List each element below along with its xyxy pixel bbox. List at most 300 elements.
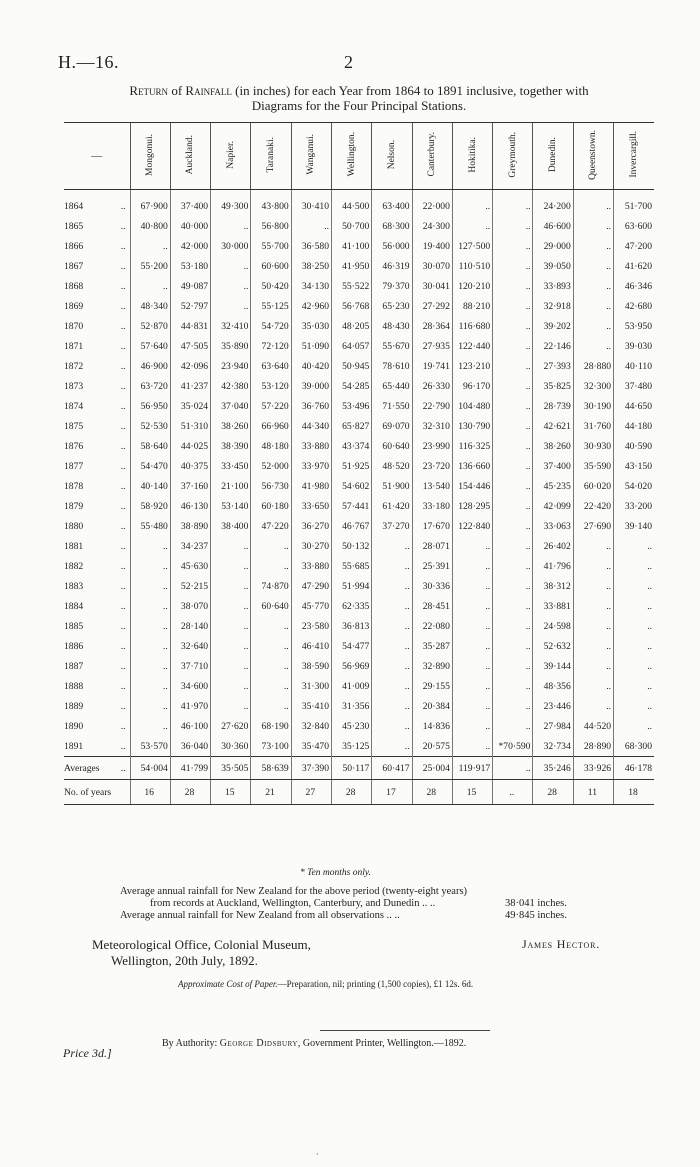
table-cell: .. xyxy=(372,596,412,616)
table-cell: 63·640 xyxy=(251,356,291,376)
table-cell: 74·870 xyxy=(251,576,291,596)
station-name: Wanganui. xyxy=(306,134,317,175)
row-label xyxy=(64,376,130,396)
table-cell: 48·205 xyxy=(332,316,372,336)
table-cell: 27·984 xyxy=(533,716,573,736)
table-cell: 36·270 xyxy=(291,516,331,536)
table-cell: 36·760 xyxy=(291,396,331,416)
table-cell: 38·260 xyxy=(211,416,251,436)
table-cell: 42·960 xyxy=(291,296,331,316)
row-label xyxy=(64,676,130,696)
table-cell: 96·170 xyxy=(452,376,492,396)
table-row xyxy=(64,276,654,296)
table-cell: .. xyxy=(614,636,654,656)
table-cell: .. xyxy=(130,556,170,576)
table-cell: 42·380 xyxy=(211,376,251,396)
table-row xyxy=(64,516,654,536)
table-cell: .. xyxy=(573,696,613,716)
table-cell: 122·840 xyxy=(452,516,492,536)
table-cell: 37·160 xyxy=(170,476,210,496)
table-cell: .. xyxy=(573,576,613,596)
table-cell: .. xyxy=(573,336,613,356)
table-cell: 38·070 xyxy=(170,596,210,616)
table-cell: 50·945 xyxy=(332,356,372,376)
table-cell: 40·375 xyxy=(170,456,210,476)
table-cell: 52·000 xyxy=(251,456,291,476)
authority-suffix: , Government Printer, Wellington.—1892. xyxy=(297,1038,467,1049)
table-cell: 46·600 xyxy=(533,216,573,236)
row-label xyxy=(64,456,130,476)
table-row xyxy=(64,456,654,476)
table-cell: 52·870 xyxy=(130,316,170,336)
table-cell: .. xyxy=(614,556,654,576)
table-cell: 29·155 xyxy=(412,676,452,696)
table-cell: 51·925 xyxy=(332,456,372,476)
table-cell: 13·540 xyxy=(412,476,452,496)
title-lead-rainfall: Rainfall xyxy=(185,83,232,98)
table-cell: 17·670 xyxy=(412,516,452,536)
table-cell: 21 xyxy=(251,780,291,805)
table-cell: 32·890 xyxy=(412,656,452,676)
table-row xyxy=(64,416,654,436)
station-name: Wellington. xyxy=(346,132,357,177)
table-cell: 45·770 xyxy=(291,596,331,616)
row-label-text: 1873 xyxy=(64,380,84,392)
table-cell: 73·100 xyxy=(251,736,291,757)
row-label xyxy=(64,436,130,456)
table-cell: 46·130 xyxy=(170,496,210,516)
table-cell: .. xyxy=(614,616,654,636)
table-cell: 54·720 xyxy=(251,316,291,336)
row-label-text: 1890 xyxy=(64,720,84,732)
table-cell: 26·330 xyxy=(412,376,452,396)
table-cell: *70·590 xyxy=(493,736,533,757)
table-cell: 31·760 xyxy=(573,416,613,436)
table-cell: 122·440 xyxy=(452,336,492,356)
table-cell: 48·356 xyxy=(533,676,573,696)
row-label xyxy=(64,190,130,217)
table-cell: .. xyxy=(251,656,291,676)
row-label-text: 1888 xyxy=(64,680,84,692)
table-cell: 23·940 xyxy=(211,356,251,376)
table-cell: 62·335 xyxy=(332,596,372,616)
table-cell: 38·250 xyxy=(291,256,331,276)
row-label-text: 1875 xyxy=(64,420,84,432)
year-column-header: — xyxy=(64,123,130,190)
table-cell: .. xyxy=(614,576,654,596)
row-label xyxy=(64,236,130,256)
table-cell: 72·120 xyxy=(251,336,291,356)
table-cell: 46·100 xyxy=(170,716,210,736)
title-lead-return: Return xyxy=(129,83,169,98)
row-label-text: 1867 xyxy=(64,260,84,272)
table-cell: 35·890 xyxy=(211,336,251,356)
table-cell: 50·132 xyxy=(332,536,372,556)
table-cell: 40·800 xyxy=(130,216,170,236)
table-cell: 34·237 xyxy=(170,536,210,556)
summary-line-1b: from records at Auckland, Wellington, Canterbury, and Dunedin .. .. xyxy=(150,898,436,909)
station-name: Greymouth. xyxy=(507,131,518,178)
table-cell: 48·340 xyxy=(130,296,170,316)
table-cell: 120·210 xyxy=(452,276,492,296)
table-cell: .. xyxy=(493,376,533,396)
table-cell: .. xyxy=(493,576,533,596)
table-cell: .. xyxy=(493,276,533,296)
row-label xyxy=(64,256,130,276)
table-cell: .. xyxy=(211,556,251,576)
table-cell: 45·630 xyxy=(170,556,210,576)
table-cell: 41·237 xyxy=(170,376,210,396)
table-cell: 56·800 xyxy=(251,216,291,236)
table-cell: 65·440 xyxy=(372,376,412,396)
row-label xyxy=(64,316,130,336)
table-cell: 51·310 xyxy=(170,416,210,436)
row-label xyxy=(64,636,130,656)
table-cell: .. xyxy=(452,556,492,576)
page-mark: · xyxy=(316,1150,319,1159)
table-cell: 53·570 xyxy=(130,736,170,757)
table-cell: 41·980 xyxy=(291,476,331,496)
table-cell: 35·505 xyxy=(211,757,251,780)
table-cell: 37·400 xyxy=(170,190,210,217)
table-cell: 30·336 xyxy=(412,576,452,596)
row-label-text: 1880 xyxy=(64,520,84,532)
table-cell: 110·510 xyxy=(452,256,492,276)
table-cell: 32·410 xyxy=(211,316,251,336)
table-cell: 32·310 xyxy=(412,416,452,436)
table-cell: 44·831 xyxy=(170,316,210,336)
table-cell: 29·000 xyxy=(533,236,573,256)
table-cell: 55·125 xyxy=(251,296,291,316)
table-cell: 54·602 xyxy=(332,476,372,496)
row-label xyxy=(64,656,130,676)
table-cell: .. xyxy=(372,576,412,596)
table-cell: 52·797 xyxy=(170,296,210,316)
table-cell: .. xyxy=(452,636,492,656)
table-row xyxy=(64,676,654,696)
table-cell: .. xyxy=(130,716,170,736)
row-label-text: 1877 xyxy=(64,460,84,472)
table-cell: .. xyxy=(130,616,170,636)
table-cell: 24·300 xyxy=(412,216,452,236)
table-cell: 41·620 xyxy=(614,256,654,276)
table-cell: 28·140 xyxy=(170,616,210,636)
table-cell: 78·610 xyxy=(372,356,412,376)
table-cell: 44·180 xyxy=(614,416,654,436)
table-cell: 42·096 xyxy=(170,356,210,376)
station-header xyxy=(372,123,412,190)
table-cell: 28·880 xyxy=(573,356,613,376)
station-name: Mongonui. xyxy=(145,133,156,176)
table-row xyxy=(64,336,654,356)
table-cell: 19·400 xyxy=(412,236,452,256)
leader-dots: .. xyxy=(120,200,126,212)
table-cell: 40·140 xyxy=(130,476,170,496)
table-cell: 54·470 xyxy=(130,456,170,476)
table-cell: .. xyxy=(573,236,613,256)
table-row xyxy=(64,596,654,616)
row-label-text: 1876 xyxy=(64,440,84,452)
table-cell: .. xyxy=(372,556,412,576)
table-cell: 58·639 xyxy=(251,757,291,780)
table-title xyxy=(64,83,654,113)
table-row xyxy=(64,696,654,716)
table-cell: 41·100 xyxy=(332,236,372,256)
table-cell: 40·110 xyxy=(614,356,654,376)
table-cell: 48·180 xyxy=(251,436,291,456)
leader-dots: .. xyxy=(120,320,126,332)
table-cell: 48·520 xyxy=(372,456,412,476)
table-cell: 46·900 xyxy=(130,356,170,376)
row-label xyxy=(64,536,130,556)
table-cell: 54·004 xyxy=(130,757,170,780)
table-cell: .. xyxy=(372,716,412,736)
table-cell: .. xyxy=(573,276,613,296)
table-cell: 25·004 xyxy=(412,757,452,780)
table-cell: .. xyxy=(614,716,654,736)
table-cell: 55·522 xyxy=(332,276,372,296)
table-cell: .. xyxy=(372,696,412,716)
table-cell: 44·025 xyxy=(170,436,210,456)
table-cell: 28·890 xyxy=(573,736,613,757)
table-row xyxy=(64,356,654,376)
table-cell: 46·346 xyxy=(614,276,654,296)
table-cell: 51·994 xyxy=(332,576,372,596)
leader-dots: .. xyxy=(120,240,126,252)
table-cell: .. xyxy=(493,256,533,276)
table-cell: .. xyxy=(130,236,170,256)
table-row xyxy=(64,556,654,576)
table-cell: 36·813 xyxy=(332,616,372,636)
table-cell: 45·235 xyxy=(533,476,573,496)
table-cell: 63·400 xyxy=(372,190,412,217)
table-cell: 26·402 xyxy=(533,536,573,556)
summary-value-1: 38·041 inches. xyxy=(505,898,567,909)
table-cell: 33·063 xyxy=(533,516,573,536)
row-label xyxy=(64,596,130,616)
table-cell: 56·000 xyxy=(372,236,412,256)
table-row xyxy=(64,296,654,316)
table-cell: 47·220 xyxy=(251,516,291,536)
table-row xyxy=(64,436,654,456)
row-label xyxy=(64,556,130,576)
row-label xyxy=(64,516,130,536)
leader-dots: .. xyxy=(120,540,126,552)
table-cell: 24·200 xyxy=(533,190,573,217)
row-label-text: 1882 xyxy=(64,560,84,572)
table-cell: .. xyxy=(493,296,533,316)
leader-dots: .. xyxy=(120,762,126,774)
leader-dots: .. xyxy=(120,600,126,612)
table-cell: .. xyxy=(614,656,654,676)
office-line-2: Wellington, 20th July, 1892. xyxy=(111,953,258,968)
table-cell: 63·720 xyxy=(130,376,170,396)
table-cell: .. xyxy=(493,780,533,805)
table-cell: .. xyxy=(251,556,291,576)
row-label-text: 1891 xyxy=(64,740,84,752)
table-cell: 36·040 xyxy=(170,736,210,757)
table-cell: 60·020 xyxy=(573,476,613,496)
station-header xyxy=(573,123,613,190)
table-cell: 71·550 xyxy=(372,396,412,416)
table-cell: 30·070 xyxy=(412,256,452,276)
table-cell: 42·099 xyxy=(533,496,573,516)
table-cell: 57·640 xyxy=(130,336,170,356)
divider xyxy=(320,1030,490,1031)
table-cell: 60·640 xyxy=(251,596,291,616)
table-cell: 68·300 xyxy=(372,216,412,236)
table-cell: 154·446 xyxy=(452,476,492,496)
table-cell: .. xyxy=(573,256,613,276)
table-cell: .. xyxy=(493,757,533,780)
printer-name: George Didsbury xyxy=(219,1038,298,1049)
table-cell: 37·390 xyxy=(291,757,331,780)
table-cell: 34·130 xyxy=(291,276,331,296)
table-cell: .. xyxy=(493,216,533,236)
row-label-text: 1866 xyxy=(64,240,84,252)
table-cell: 60·417 xyxy=(372,757,412,780)
table-cell: .. xyxy=(211,296,251,316)
row-label-text: Averages xyxy=(64,762,100,774)
table-cell: 27·690 xyxy=(573,516,613,536)
table-cell: .. xyxy=(493,416,533,436)
table-row xyxy=(64,236,654,256)
station-name: Dunedin. xyxy=(548,136,559,173)
row-label xyxy=(64,276,130,296)
table-cell: 58·640 xyxy=(130,436,170,456)
row-label-text: 1884 xyxy=(64,600,84,612)
table-cell: 68·300 xyxy=(614,736,654,757)
table-cell: 41·799 xyxy=(170,757,210,780)
table-cell: 11 xyxy=(573,780,613,805)
table-cell: 104·480 xyxy=(452,396,492,416)
table-cell: 57·220 xyxy=(251,396,291,416)
table-cell: 65·827 xyxy=(332,416,372,436)
rainfall-table xyxy=(64,122,654,805)
table-cell: 28·071 xyxy=(412,536,452,556)
table-cell: 28 xyxy=(170,780,210,805)
table-cell: 35·125 xyxy=(332,736,372,757)
table-cell: 33·970 xyxy=(291,456,331,476)
cost-label: Approximate Cost of Paper. xyxy=(178,979,278,989)
table-cell: 33·926 xyxy=(573,757,613,780)
table-cell: 31·356 xyxy=(332,696,372,716)
table-cell: .. xyxy=(130,636,170,656)
row-label xyxy=(64,416,130,436)
table-cell: .. xyxy=(493,496,533,516)
table-cell: .. xyxy=(130,576,170,596)
table-cell: 61·420 xyxy=(372,496,412,516)
station-header xyxy=(251,123,291,190)
table-cell: 116·325 xyxy=(452,436,492,456)
leader-dots: .. xyxy=(120,700,126,712)
table-cell: 35·030 xyxy=(291,316,331,336)
table-cell: .. xyxy=(211,676,251,696)
table-cell: 16 xyxy=(130,780,170,805)
table-cell: 37·040 xyxy=(211,396,251,416)
station-header xyxy=(211,123,251,190)
table-cell: 43·374 xyxy=(332,436,372,456)
table-cell: 31·300 xyxy=(291,676,331,696)
table-cell: 55·480 xyxy=(130,516,170,536)
leader-dots: .. xyxy=(120,500,126,512)
station-header xyxy=(614,123,654,190)
leader-dots: .. xyxy=(120,460,126,472)
table-cell: 39·144 xyxy=(533,656,573,676)
table-cell: 35·825 xyxy=(533,376,573,396)
leader-dots: .. xyxy=(120,580,126,592)
row-label xyxy=(64,336,130,356)
table-cell: 28·739 xyxy=(533,396,573,416)
table-cell: .. xyxy=(251,536,291,556)
table-cell: 33·880 xyxy=(291,556,331,576)
table-cell: 51·090 xyxy=(291,336,331,356)
table-row xyxy=(64,316,654,336)
row-label-text: 1878 xyxy=(64,480,84,492)
leader-dots: .. xyxy=(120,660,126,672)
leader-dots: .. xyxy=(120,720,126,732)
table-cell: 25·391 xyxy=(412,556,452,576)
table-row xyxy=(64,396,654,416)
table-cell: .. xyxy=(130,596,170,616)
table-cell: 28·364 xyxy=(412,316,452,336)
station-header xyxy=(493,123,533,190)
row-label-text: 1870 xyxy=(64,320,84,332)
table-cell: 28 xyxy=(332,780,372,805)
table-cell: 35·470 xyxy=(291,736,331,757)
table-cell: 22·146 xyxy=(533,336,573,356)
row-label xyxy=(64,296,130,316)
table-cell: .. xyxy=(372,536,412,556)
row-label xyxy=(64,216,130,236)
station-name: Hokitika. xyxy=(467,136,478,173)
table-cell: 136·660 xyxy=(452,456,492,476)
row-label-text: 1879 xyxy=(64,500,84,512)
row-label-text: 1874 xyxy=(64,400,84,412)
row-label-text: 1864 xyxy=(64,200,84,212)
table-cell: .. xyxy=(452,536,492,556)
table-cell: 23·580 xyxy=(291,616,331,636)
table-row xyxy=(64,636,654,656)
table-cell: 42·621 xyxy=(533,416,573,436)
table-cell: .. xyxy=(493,596,533,616)
table-cell: 35·246 xyxy=(533,757,573,780)
table-cell: 52·215 xyxy=(170,576,210,596)
table-cell: 53·140 xyxy=(211,496,251,516)
table-cell: 42·000 xyxy=(170,236,210,256)
leader-dots: .. xyxy=(120,520,126,532)
table-cell: .. xyxy=(211,276,251,296)
table-cell: 38·260 xyxy=(533,436,573,456)
table-cell: .. xyxy=(493,716,533,736)
table-cell: 66·960 xyxy=(251,416,291,436)
station-header xyxy=(170,123,210,190)
table-cell: .. xyxy=(614,596,654,616)
table-cell: 63·600 xyxy=(614,216,654,236)
leader-dots: .. xyxy=(120,440,126,452)
table-cell: 44·500 xyxy=(332,190,372,217)
table-cell: .. xyxy=(573,616,613,636)
table-cell: .. xyxy=(291,216,331,236)
leader-dots: .. xyxy=(120,220,126,232)
table-cell: .. xyxy=(211,536,251,556)
table-cell: 47·200 xyxy=(614,236,654,256)
leader-dots: .. xyxy=(120,420,126,432)
table-cell: 37·710 xyxy=(170,656,210,676)
table-cell: 38·890 xyxy=(170,516,210,536)
table-cell: 52·632 xyxy=(533,636,573,656)
table-cell: .. xyxy=(211,616,251,636)
